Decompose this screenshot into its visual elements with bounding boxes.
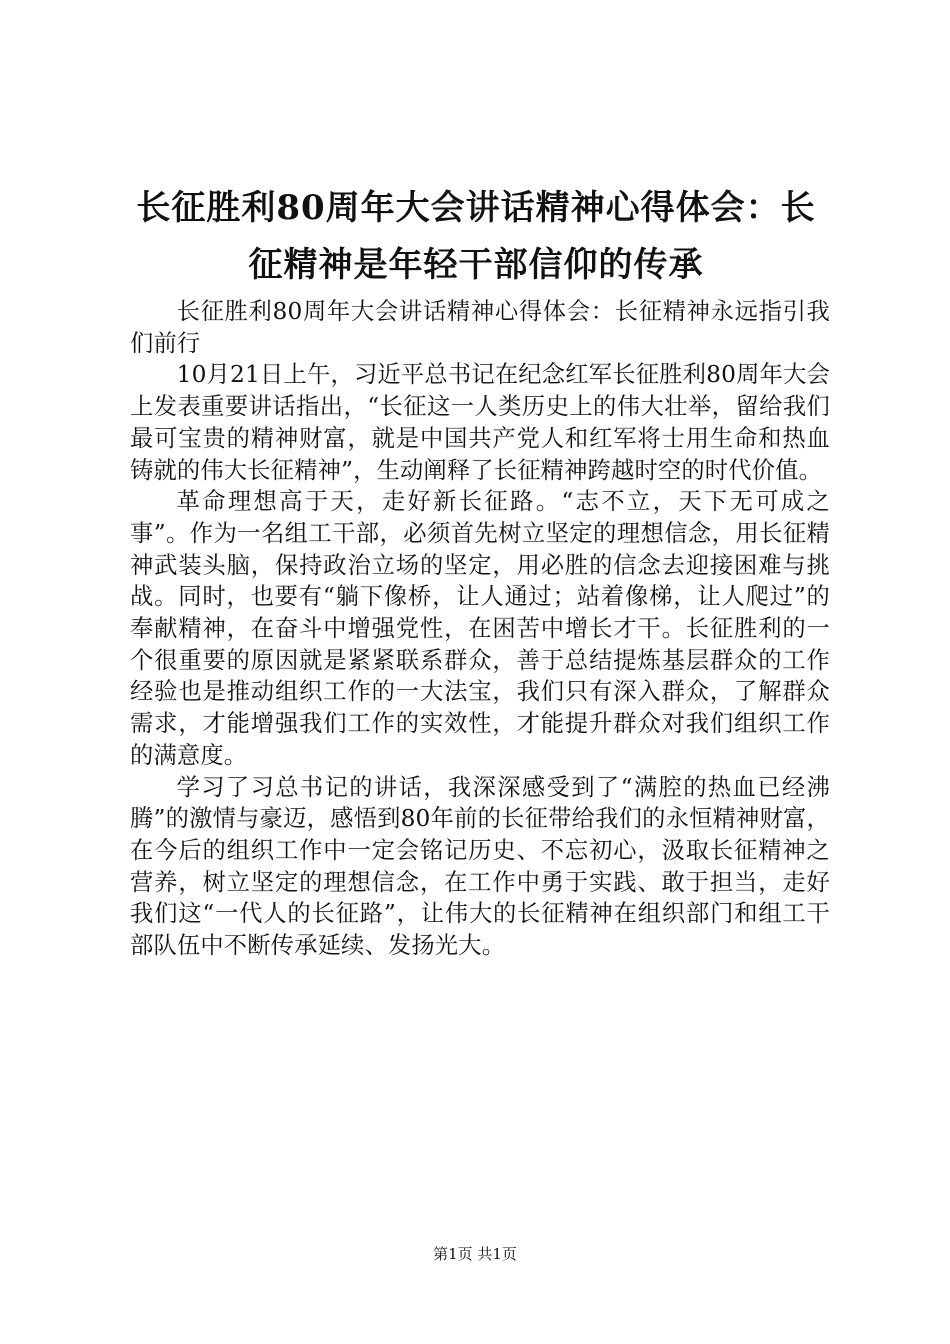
document-body (130, 296, 830, 962)
page-number-footer: 第1页 共1页 (433, 1245, 517, 1263)
document-title: 长征胜利80周年大会讲话精神心得体会：长征精神是年轻干部信仰的传承 (136, 188, 816, 285)
paragraph-3: 学习了习总书记的讲话，我深深感受到了“满腔的热血已经沸腾”的激情与豪迈，感悟到80年前的长征带给我们的永恒精神财富，在今后的组织工作中一定会铭记历史、不忘初心，汲取长征精神之营养，树立坚定的理想信念，在工作中勇于实践、敢于担当，走好我们这“一代人的长征路”，让伟大的长征精神在组织部门和组工干部队伍中不断传承延续、发扬光大。 (130, 773, 830, 960)
paragraph-1: 10月21日上午，习近平总书记在纪念红军长征胜利80周年大会上发表重要讲话指出，“长征这一人类历史上的伟大壮举，留给我们最可宝贵的精神财富，就是中国共产党人和红军将士用生命和热血铸就的伟大长征精神”，生动阐释了长征精神跨越时空的时代价值。 (130, 361, 830, 484)
paragraph-2: 革命理想高于天，走好新长征路。“志不立，天下无可成之事”。作为一名组工干部，必须首先树立坚定的理想信念，用长征精神武装头脑，保持政治立场的坚定，用必胜的信念去迎接困难与挑战。同时，也要有“躺下像桥，让人通过；站着像梯，让人爬过”的奉献精神，在奋斗中增强党性，在困苦中增长才干。长征胜利的一个很重要的原因就是紧紧联系群众，善于总结提炼基层群众的工作经验也是推动组织工作的一大法宝，我们只有深入群众，了解群众需求，才能增强我们工作的实效性，才能提升群众对我们组织工作的满意度。 (130, 488, 830, 769)
paragraph-subtitle: 长征胜利80周年大会讲话精神心得体会：长征精神永远指引我们前行 (130, 298, 830, 357)
